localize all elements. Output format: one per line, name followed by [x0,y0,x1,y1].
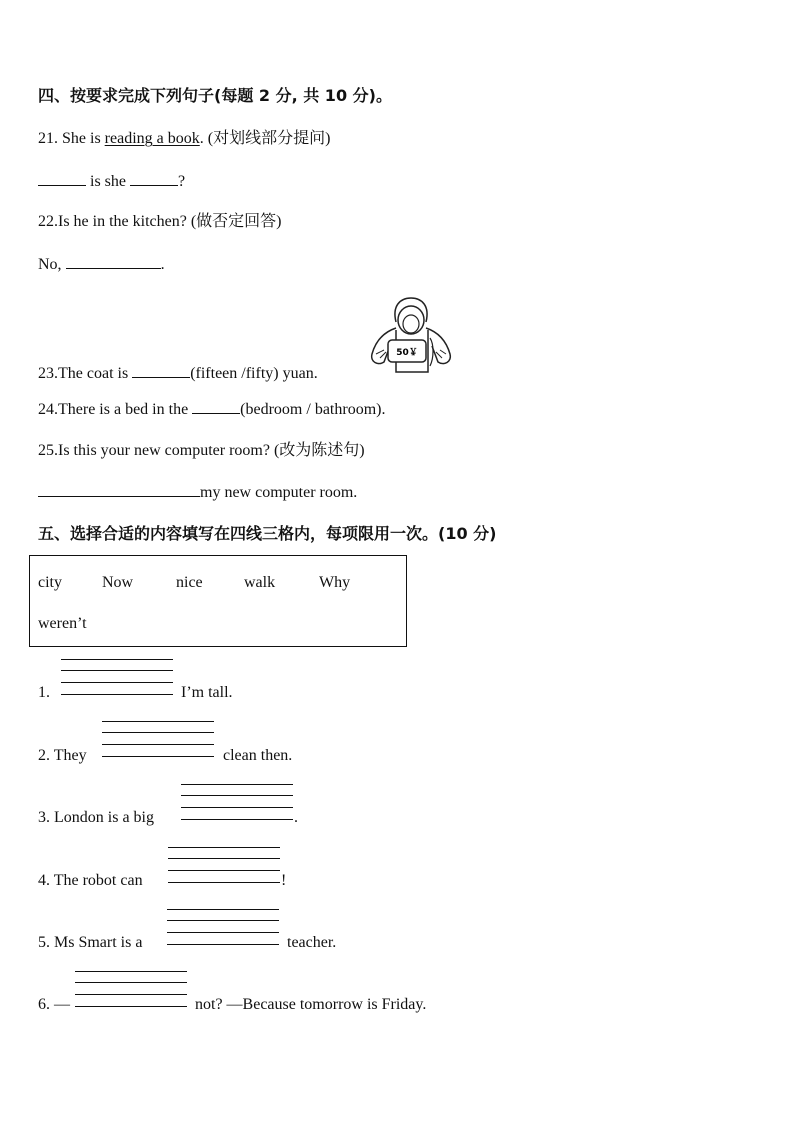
word-bank-item: Why [319,574,351,591]
question-21 [38,129,330,149]
four-line-grid[interactable] [167,909,279,945]
fill-item-3-suffix: . [294,809,298,826]
word-bank-item: city [38,574,62,591]
question-23-post: (fifteen /fifty) yuan. [190,365,318,382]
fill-item-6-suffix: not? —Because tomorrow is Friday. [195,996,427,1013]
question-24-pre: 24.There is a bed in the [38,401,193,418]
fill-item-3-prefix: 3. London is a big [38,809,154,826]
question-21-answer-end: ? [178,173,186,190]
coat-illustration [366,296,456,378]
question-25-answer-line [38,482,357,503]
answer-blank[interactable] [38,482,200,497]
four-line-grid[interactable] [168,847,280,883]
four-line-grid[interactable] [75,971,187,1007]
word-bank-item: walk [244,574,276,591]
question-23-pre: 23.The coat is [38,365,133,382]
question-24 [38,399,385,420]
section-5-heading: 五、选择合适的内容填写在四线三格内，每项限用一次。(10 分) [38,524,497,543]
question-21-underlined: reading a book [104,130,200,147]
question-21-number: 21. [38,130,62,147]
answer-blank[interactable] [130,171,178,186]
fill-item-5-prefix: 5. Ms Smart is a [38,934,143,951]
fill-item-4-prefix: 4. The robot can [38,872,143,889]
answer-blank[interactable] [132,363,190,378]
answer-blank[interactable] [38,171,86,186]
question-24-post: (bedroom / bathroom). [240,401,386,418]
question-21-answer-line [38,171,185,192]
fill-item-5-suffix: teacher. [287,934,337,951]
fill-item-2-prefix: 2. They [38,747,87,764]
price-tag-label: 50￥ [396,348,418,358]
word-bank-item: nice [176,574,203,591]
question-22-answer-end: . [160,256,165,273]
fill-item-2-suffix: clean then. [223,747,293,764]
question-22: 22.Is he in the kitchen? (做否定回答) [38,213,282,230]
question-21-answer-mid: is she [90,173,130,190]
section-4-heading: 四、按要求完成下列句子(每题 2 分, 共 10 分)。 [38,86,392,105]
fill-item-6-prefix: 6. — [38,996,70,1013]
fill-item-4-suffix: ! [281,872,287,889]
answer-blank[interactable] [192,399,240,414]
question-25: 25.Is this your new computer room? (改为陈述句) [38,442,365,459]
fill-item-1-suffix: I’m tall. [181,684,233,701]
word-bank-item: Now [102,574,134,591]
question-23 [38,363,318,384]
word-bank-box [29,555,407,647]
question-21-pre: She is [62,130,105,147]
question-25-answer-post: my new computer room. [200,484,358,501]
four-line-grid[interactable] [61,659,173,695]
answer-blank[interactable] [66,254,161,269]
question-22-answer-line [38,254,165,275]
four-line-grid[interactable] [181,784,293,820]
four-line-grid[interactable] [102,721,214,757]
question-22-answer-pre: No, [38,256,66,273]
question-21-post: . (对划线部分提问) [199,130,331,147]
word-bank-item: weren’t [38,615,87,632]
fill-item-1-prefix: 1. [38,684,50,701]
